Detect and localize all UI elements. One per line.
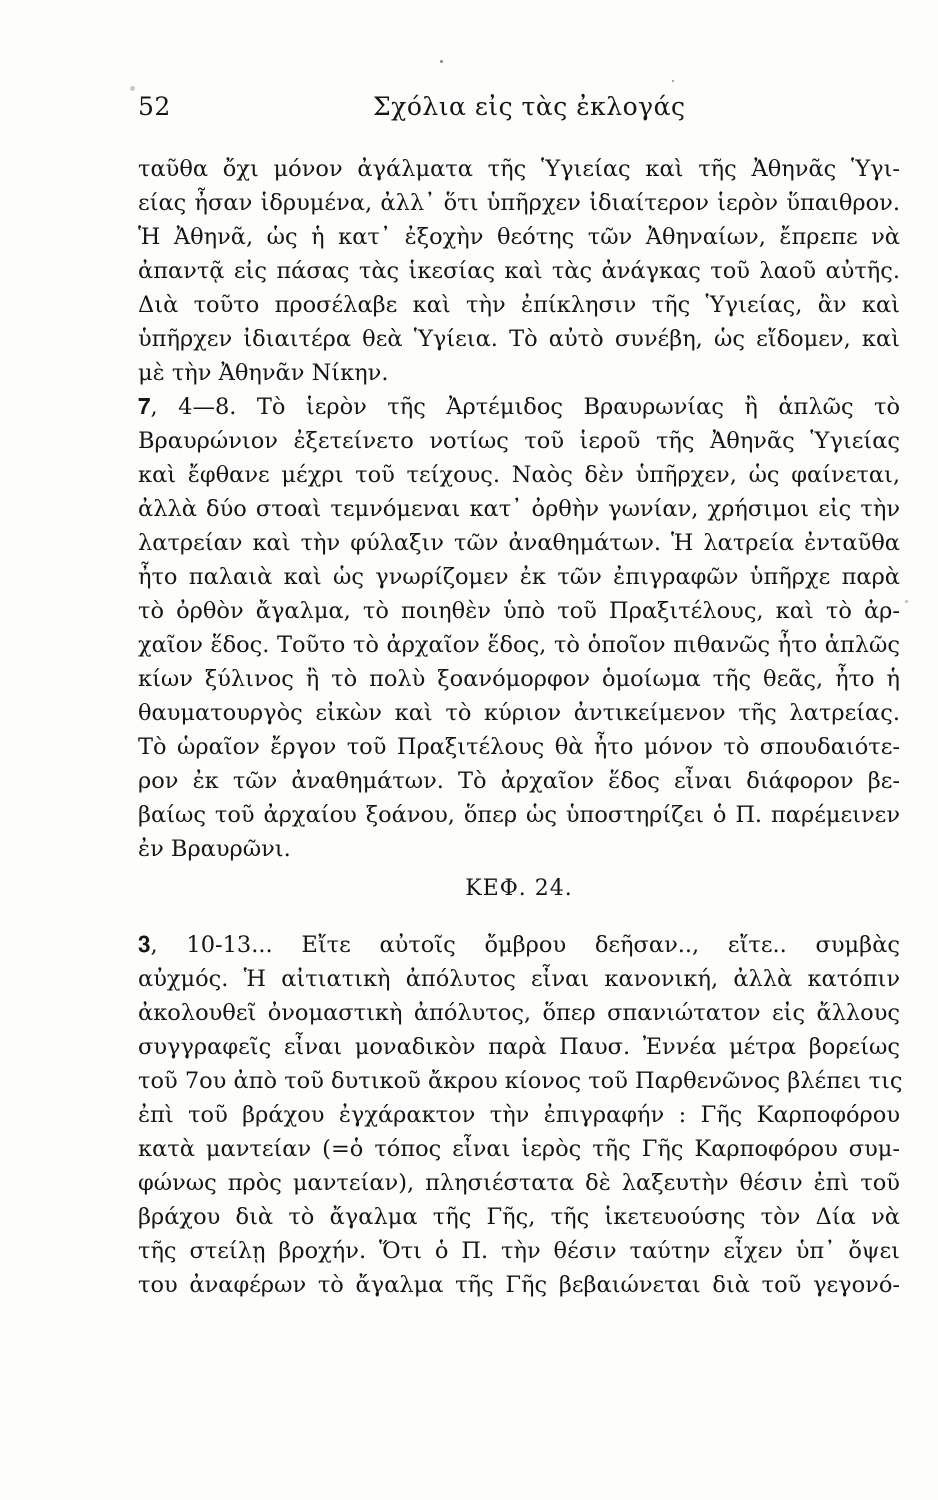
text-line: του ἀναφέρων τὸ ἄγαλμα τῆς Γῆς βεβαιώνεται διὰ τοῦ γεγονό- — [138, 1272, 900, 1298]
text-line: λατρείαν καὶ τὴν φύλαξιν τῶν ἀναθημάτων. Ἡ λατρεία ἐνταῦθα — [138, 530, 900, 556]
ink-speck — [130, 86, 135, 91]
ink-speck — [440, 60, 443, 63]
text-line: είας ἦσαν ἱδρυμένα, ἀλλ᾽ ὅτι ὑπῆρχεν ἰδιαίτερον ἱερὸν ὕπαιθρον. — [138, 190, 900, 216]
text-line: 𝟕, 4—8. Τὸ ἱερὸν τῆς Ἀρτέμιδος Βραυρωνίας ἢ ἁπλῶς τὸ — [138, 394, 900, 420]
text-line: φώνως πρὸς μαντείαν), πλησιέστατα δὲ λαξευτὴν θέσιν ἐπὶ τοῦ — [138, 1170, 900, 1196]
text-line: ἐπὶ τοῦ βράχου ἐγχάρακτον τὴν ἐπιγραφήν : Γῆς Καρποφόρου — [138, 1102, 900, 1128]
text-line: 𝟑, 10-13... Εἴτε αὐτοῖς ὄμβρου δεῆσαν.., εἴτε.. συμβὰς — [138, 932, 900, 958]
page-number: 52 — [138, 92, 171, 121]
text-line: ταῦθα ὄχι μόνον ἀγάλματα τῆς Ὑγιείας καὶ τῆς Ἀθηνᾶς Ὑγι- — [138, 156, 900, 182]
text-line: Διὰ τοῦτο προσέλαβε καὶ τὴν ἐπίκλησιν τῆς Ὑγιείας, ἂν καὶ — [138, 292, 900, 318]
text-line: ἀπαντᾷ εἰς πάσας τὰς ἱκεσίας καὶ τὰς ἀνάγκας τοῦ λαοῦ αὐτῆς. — [138, 258, 900, 284]
ink-speck — [672, 80, 674, 82]
ink-speck — [905, 600, 908, 603]
text-line: συγγραφεῖς εἶναι μοναδικὸν παρὰ Παυσ. Ἐννέα μέτρα βορείως — [138, 1034, 900, 1060]
text-line: ἀλλὰ δύο στοαὶ τεμνόμεναι κατ᾽ ὀρθὴν γωνίαν, χρήσιμοι εἰς τὴν — [138, 496, 900, 522]
text-line: τῆς στείλῃ βροχήν. Ὅτι ὁ Π. τὴν θέσιν ταύτην εἶχεν ὑπ᾽ ὄψει — [138, 1238, 900, 1264]
text-line: τὸ ὀρθὸν ἄγαλμα, τὸ ποιηθὲν ὑπὸ τοῦ Πραξιτέλους, καὶ τὸ ἀρ- — [138, 598, 900, 624]
text-line: κατὰ μαντείαν (=ὁ τόπος εἶναι ἱερὸς τῆς Γῆς Καρποφόρου συμ- — [138, 1136, 900, 1162]
text-line: Τὸ ὡραῖον ἔργον τοῦ Πραξιτέλους θὰ ἦτο μόνον τὸ σπουδαιότε- — [138, 734, 900, 760]
text-line: Ἡ Ἀθηνᾶ, ὡς ἡ κατ᾽ ἐξοχὴν θεότης τῶν Ἀθηναίων, ἔπρεπε νὰ — [138, 224, 900, 250]
text-line: θαυματουργὸς εἰκὼν καὶ τὸ κύριον ἀντικείμενον τῆς λατρείας. — [138, 700, 900, 726]
commentary-block-chapter-23 — [138, 152, 900, 866]
text-line: βράχου διὰ τὸ ἄγαλμα τῆς Γῆς, τῆς ἱκετευούσης τὸν Δία νὰ — [138, 1204, 900, 1230]
text-line: καὶ ἔφθανε μέχρι τοῦ τείχους. Ναὸς δὲν ὑπῆρχεν, ὡς φαίνεται, — [138, 462, 900, 488]
text-line: χαῖον ἕδος. Τοῦτο τὸ ἀρχαῖον ἕδος, τὸ ὁποῖον πιθανῶς ἦτο ἁπλῶς — [138, 632, 900, 658]
text-line: βαίως τοῦ ἀρχαίου ξοάνου, ὅπερ ὡς ὑποστηρίζει ὁ Π. παρέμεινεν — [138, 802, 900, 828]
text-line: τοῦ 7ου ἀπὸ τοῦ δυτικοῦ ἄκρου κίονος τοῦ Παρθενῶνος βλέπει τις — [138, 1068, 903, 1094]
text-line: μὲ τὴν Ἀθηνᾶν Νίκην. — [138, 360, 389, 386]
page-header — [138, 92, 900, 128]
text-line: ρον ἐκ τῶν ἀναθημάτων. Τὸ ἀρχαῖον ἕδος εἶναι διάφορον βε- — [138, 768, 900, 794]
text-line: ἦτο παλαιὰ καὶ ὡς γνωρίζομεν ἐκ τῶν ἐπιγραφῶν ὑπῆρχε παρὰ — [138, 564, 900, 590]
text-line: Βραυρώνιον ἐξετείνετο νοτίως τοῦ ἱεροῦ τῆς Ἀθηνᾶς Ὑγιείας — [138, 428, 900, 454]
chapter-heading: ΚΕΦ. 24. — [465, 876, 573, 901]
text-line: κίων ξύλινος ἢ τὸ πολὺ ξοανόμορφον ὁμοίωμα τῆς θεᾶς, ἦτο ἡ — [138, 666, 900, 692]
text-line: ἀκολουθεῖ ὀνομαστικὴ ἀπόλυτος, ὅπερ σπανιώτατον εἰς ἄλλους — [138, 1000, 900, 1026]
text-line: ὑπῆρχεν ἰδιαιτέρα θεὰ Ὑγίεια. Τὸ αὐτὸ συνέβη, ὡς εἴδομεν, καὶ — [138, 326, 900, 352]
commentary-block-chapter-24 — [138, 928, 903, 1302]
text-line: αὐχμός. Ἡ αἰτιατικὴ ἀπόλυτος εἶναι κανονική, ἀλλὰ κατόπιν — [138, 966, 900, 992]
text-line: ἐν Βραυρῶνι. — [138, 836, 291, 862]
running-title: Σχόλια εἰς τὰς ἐκλογάς — [373, 92, 686, 121]
